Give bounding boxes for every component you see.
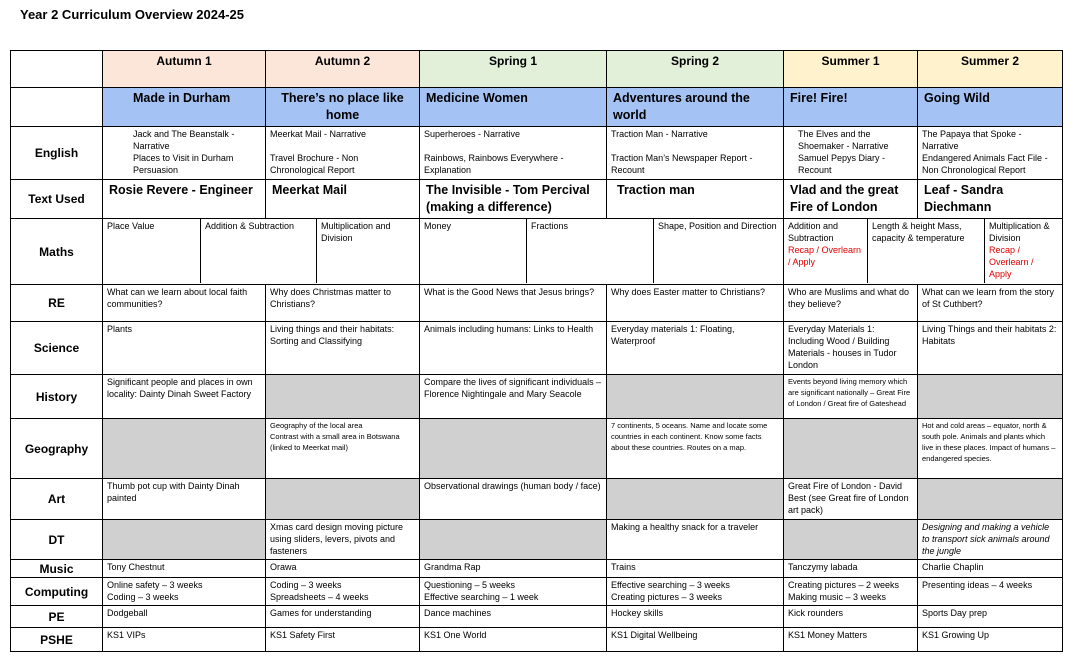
science-cell: Living Things and their habitats 2: Habitats	[918, 322, 1063, 375]
maths-recap: Recap / Overlearn / Apply	[788, 245, 862, 267]
music-cell: Tanczymy labada	[784, 560, 918, 578]
pshe-row	[11, 628, 1063, 652]
geography-cell-empty	[103, 419, 266, 479]
topic-cell: Adventures around the world	[607, 88, 784, 127]
history-cell: Compare the lives of significant individuals – Florence Nightingale and Mary Seacole	[420, 375, 607, 419]
music-cell: Tony Chestnut	[103, 560, 266, 578]
history-cell: Significant people and places in own locality: Dainty Dinah Sweet Factory	[103, 375, 266, 419]
computing-cell: Creating pictures – 2 weeks Making music – 3 weeks	[784, 578, 918, 606]
art-cell-empty	[607, 479, 784, 520]
computing-cell: Coding – 3 weeks Spreadsheets – 4 weeks	[266, 578, 420, 606]
music-cell: Grandma Rap	[420, 560, 607, 578]
text-used-cell: Traction man	[607, 180, 784, 219]
dt-cell: Xmas card design moving picture using sliders, levers, pivots and fasteners	[266, 520, 420, 560]
row-label: History	[11, 375, 103, 419]
art-cell: Great Fire of London - David Best (see Great fire of London art pack)	[784, 479, 918, 520]
re-cell: Why does Easter matter to Christians?	[607, 285, 784, 322]
history-cell-empty	[918, 375, 1063, 419]
corner-cell	[11, 88, 103, 127]
computing-cell: Questioning – 5 weeks Effective searching – 1 week	[420, 578, 607, 606]
row-label: RE	[11, 285, 103, 322]
row-label: DT	[11, 520, 103, 560]
pe-cell: Sports Day prep	[918, 606, 1063, 628]
text-used-cell: Vlad and the great Fire of London	[784, 180, 918, 219]
english-cell: Meerkat Mail - Narrative Travel Brochure - Non Chronological Report	[266, 127, 420, 180]
row-label: Geography	[11, 419, 103, 479]
term-header: Summer 1	[784, 51, 918, 88]
history-cell-empty	[266, 375, 420, 419]
maths-unit: Money	[424, 221, 452, 231]
term-header: Summer 2	[918, 51, 1063, 88]
maths-row	[11, 219, 1063, 285]
maths-unit: Multiplication and Division	[316, 219, 419, 283]
page-title: Year 2 Curriculum Overview 2024-25	[20, 7, 245, 22]
row-label: English	[11, 127, 103, 180]
pshe-cell: KS1 One World	[420, 628, 607, 652]
geography-cell: Geography of the local area Contrast with a small area in Botswana (linked to Meerkat mail)	[266, 419, 420, 479]
maths-unit: Place Value	[107, 221, 155, 231]
re-cell: What is the Good News that Jesus brings?	[420, 285, 607, 322]
term-header: Autumn 1	[103, 51, 266, 88]
english-cell: Jack and The Beanstalk - Narrative Places to Visit in Durham Persuasion	[103, 127, 266, 180]
re-row	[11, 285, 1063, 322]
corner-cell	[11, 51, 103, 88]
english-cell: The Papaya that Spoke - Narrative Endangered Animals Fact File - Non Chronological Report	[918, 127, 1063, 180]
art-cell-empty	[266, 479, 420, 520]
pshe-cell: KS1 VIPs	[103, 628, 266, 652]
art-cell-empty	[918, 479, 1063, 520]
music-cell: Trains	[607, 560, 784, 578]
geography-row	[11, 419, 1063, 479]
pe-cell: Hockey skills	[607, 606, 784, 628]
text-used-cell: Meerkat Mail	[266, 180, 420, 219]
terms-row	[11, 51, 1063, 88]
re-cell: Who are Muslims and what do they believe?	[784, 285, 918, 322]
row-label: Science	[11, 322, 103, 375]
dt-cell: Designing and making a vehicle to transport sick animals around the jungle	[918, 520, 1063, 560]
topic-cell: There’s no place like home	[266, 88, 420, 127]
dt-cell-empty	[103, 520, 266, 560]
row-label: Maths	[11, 219, 103, 285]
geography-cell-empty	[784, 419, 918, 479]
music-cell: Orawa	[266, 560, 420, 578]
pe-cell: Dance machines	[420, 606, 607, 628]
computing-cell: Presenting ideas – 4 weeks	[918, 578, 1063, 606]
dt-cell-empty	[420, 520, 607, 560]
maths-unit	[984, 219, 1062, 283]
pshe-cell: KS1 Money Matters	[784, 628, 918, 652]
topic-cell: Going Wild	[918, 88, 1063, 127]
re-cell: What can we learn from the story of St Cuthbert?	[918, 285, 1063, 322]
term-header: Autumn 2	[266, 51, 420, 88]
pe-row	[11, 606, 1063, 628]
text-used-row	[11, 180, 1063, 219]
science-cell: Everyday Materials 1: Including Wood / Building Materials - houses in Tudor London	[784, 322, 918, 375]
science-row	[11, 322, 1063, 375]
history-cell-empty	[607, 375, 784, 419]
computing-row	[11, 578, 1063, 606]
maths-spring	[420, 219, 784, 285]
art-row	[11, 479, 1063, 520]
maths-autumn	[103, 219, 420, 285]
row-label: PSHE	[11, 628, 103, 652]
maths-unit: Addition & Subtraction	[200, 219, 316, 283]
music-cell: Charlie Chaplin	[918, 560, 1063, 578]
row-label: PE	[11, 606, 103, 628]
re-cell: What can we learn about local faith communities?	[103, 285, 266, 322]
computing-cell: Online safety – 3 weeks Coding – 3 weeks	[103, 578, 266, 606]
dt-row	[11, 520, 1063, 560]
english-cell: The Elves and the Shoemaker - Narrative Samuel Pepys Diary - Recount	[784, 127, 918, 180]
pshe-cell: KS1 Growing Up	[918, 628, 1063, 652]
row-label: Computing	[11, 578, 103, 606]
pe-cell: Games for understanding	[266, 606, 420, 628]
english-row	[11, 127, 1063, 180]
topics-row	[11, 88, 1063, 127]
science-cell: Plants	[103, 322, 266, 375]
science-cell: Everyday materials 1: Floating, Waterproof	[607, 322, 784, 375]
english-cell: Traction Man - Narrative Traction Man’s Newspaper Report - Recount	[607, 127, 784, 180]
row-label: Music	[11, 560, 103, 578]
music-row	[11, 560, 1063, 578]
maths-unit	[867, 219, 984, 283]
english-cell: Superheroes - Narrative Rainbows, Rainbows Everywhere - Explanation	[420, 127, 607, 180]
topic-cell: Made in Durham	[103, 88, 266, 127]
maths-unit	[784, 219, 867, 283]
maths-unit-text: Addition and Subtraction	[788, 221, 839, 243]
science-cell: Animals including humans: Links to Health	[420, 322, 607, 375]
maths-unit: Shape, Position and Direction	[653, 219, 783, 283]
term-header: Spring 2	[607, 51, 784, 88]
dt-cell-empty	[784, 520, 918, 560]
pshe-cell: KS1 Safety First	[266, 628, 420, 652]
science-cell: Living things and their habitats: Sorting and Classifying	[266, 322, 420, 375]
curriculum-table	[10, 50, 1063, 652]
dt-cell: Making a healthy snack for a traveler	[607, 520, 784, 560]
art-cell: Observational drawings (human body / face)	[420, 479, 607, 520]
pshe-cell: KS1 Digital Wellbeing	[607, 628, 784, 652]
maths-unit: Fractions	[526, 219, 653, 283]
pe-cell: Dodgeball	[103, 606, 266, 628]
topic-cell: Medicine Women	[420, 88, 607, 127]
maths-recap: Recap / Overlearn / Apply	[989, 245, 1034, 279]
maths-summer	[784, 219, 1063, 285]
maths-unit-text: Length & height Mass, capacity & temperature	[872, 221, 965, 243]
computing-cell: Effective searching – 3 weeks Creating pictures – 3 weeks	[607, 578, 784, 606]
geography-cell-empty	[420, 419, 607, 479]
maths-unit-text: Multiplication & Division	[989, 221, 1050, 243]
geography-cell: 7 continents, 5 oceans. Name and locate some countries in each continent. Know some facts about these countries. Routes on a map.	[607, 419, 784, 479]
term-header: Spring 1	[420, 51, 607, 88]
art-cell: Thumb pot cup with Dainty Dinah painted	[103, 479, 266, 520]
re-cell: Why does Christmas matter to Christians?	[266, 285, 420, 322]
geography-cell: Hot and cold areas – equator, north & south pole. Animals and plants which live in these places. Impact of humans – endangered species.	[918, 419, 1063, 479]
text-used-cell: Rosie Revere - Engineer	[103, 180, 266, 219]
pe-cell: Kick rounders	[784, 606, 918, 628]
text-used-cell: The Invisible - Tom Percival (making a difference)	[420, 180, 607, 219]
row-label: Text Used	[11, 180, 103, 219]
history-cell: Events beyond living memory which are significant nationally – Great Fire of London / Great fire of Gateshead	[784, 375, 918, 419]
row-label: Art	[11, 479, 103, 520]
text-used-cell: Leaf - Sandra Diechmann	[918, 180, 1063, 219]
topic-cell: Fire! Fire!	[784, 88, 918, 127]
history-row	[11, 375, 1063, 419]
